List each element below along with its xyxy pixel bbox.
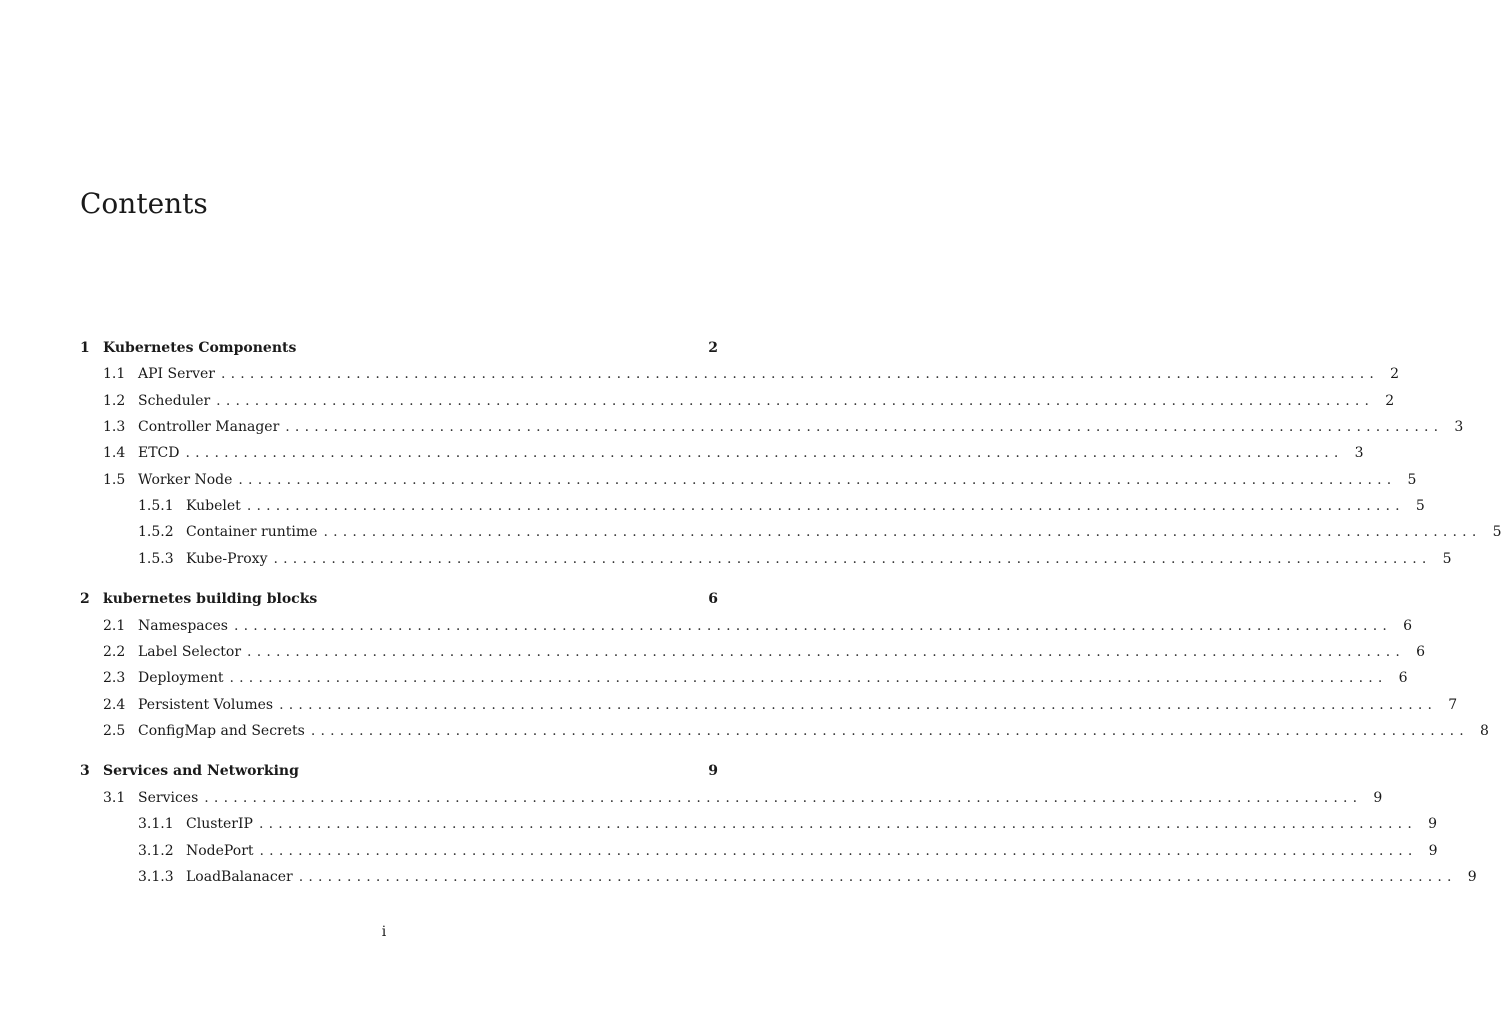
toc-entry-page: 5 xyxy=(1442,551,1452,567)
toc-entry-title: Kubernetes Components xyxy=(103,340,297,356)
toc-entry-title: Namespaces xyxy=(138,618,228,634)
toc-entry-number: 1.5.1 xyxy=(138,498,174,514)
toc-entry-page: 3 xyxy=(1354,445,1364,461)
toc-entry-title: Container runtime xyxy=(186,524,318,540)
dot-leader: ........................................................................................................................ xyxy=(238,472,1397,488)
toc-entry-page: 9 xyxy=(1467,869,1477,885)
toc-entry-number: 3.1 xyxy=(103,790,126,806)
toc-entry-page: 9 xyxy=(1373,790,1383,806)
dot-leader: ........................................................................................................................ xyxy=(229,670,1388,686)
toc-entry[interactable] xyxy=(80,417,1464,437)
toc-entry[interactable] xyxy=(80,668,1408,688)
toc-entry-number: 3.1.3 xyxy=(138,869,174,885)
toc-entry-title: Kube-Proxy xyxy=(186,551,268,567)
page-title: Contents xyxy=(80,187,208,220)
dot-leader: ........................................................................................................................ xyxy=(185,445,1344,461)
toc-entry[interactable] xyxy=(80,616,1412,636)
toc-entry-page: 6 xyxy=(1398,670,1408,686)
toc-entry-page: 2 xyxy=(1385,393,1395,409)
toc-entry-page: 6 xyxy=(1403,618,1412,634)
toc-entry-title: ConfigMap and Secrets xyxy=(138,723,305,739)
toc-entry-title: NodePort xyxy=(186,843,254,859)
toc-entry[interactable] xyxy=(80,364,1399,384)
toc-entry-title: ETCD xyxy=(138,445,180,461)
dot-leader: ........................................................................................................................ xyxy=(233,618,1392,634)
toc-entry[interactable] xyxy=(80,788,1383,808)
dot-leader: ........................................................................................................................ xyxy=(298,869,1457,885)
toc-entry-title: Services and Networking xyxy=(103,763,299,779)
dot-leader: ........................................................................................................................ xyxy=(273,551,1432,567)
toc-entry-page: 2 xyxy=(1390,366,1399,382)
toc-entry-page: 6 xyxy=(1416,644,1426,660)
dot-leader: ........................................................................................................................ xyxy=(247,644,1406,660)
toc-entry-title: Persistent Volumes xyxy=(138,697,274,713)
dot-leader: ........................................................................................................................ xyxy=(279,697,1438,713)
toc-entry-number: 2 xyxy=(80,591,90,607)
toc-entry-title: Kubelet xyxy=(186,498,241,514)
toc-entry-number: 1.3 xyxy=(103,419,126,435)
toc-entry[interactable] xyxy=(80,443,1364,463)
toc-entry-page: 3 xyxy=(1454,419,1464,435)
toc-entry-number: 3 xyxy=(80,763,90,779)
toc-entry[interactable] xyxy=(80,721,1489,741)
toc-entry-title: API Server xyxy=(138,366,215,382)
toc-entry[interactable] xyxy=(80,761,718,781)
toc-entry-page: 9 xyxy=(1428,843,1438,859)
toc-entry[interactable] xyxy=(80,642,1426,662)
toc-entry-number: 1.5.2 xyxy=(138,524,174,540)
toc-entry-page: 5 xyxy=(1415,498,1425,514)
toc-entry-title: Label Selector xyxy=(138,644,242,660)
toc-entry-number: 3.1.2 xyxy=(138,843,174,859)
dot-leader: ........................................................................................................................ xyxy=(246,498,1405,514)
toc-entry-title: Controller Manager xyxy=(138,419,280,435)
toc-entry[interactable] xyxy=(80,695,1458,715)
toc-entry-page: 8 xyxy=(1479,723,1489,739)
toc-entry[interactable] xyxy=(80,549,1452,569)
toc-entry[interactable] xyxy=(80,496,1425,516)
toc-entry-page: 5 xyxy=(1407,472,1417,488)
toc-entry[interactable] xyxy=(80,589,718,609)
toc-entry[interactable] xyxy=(80,841,1438,861)
dot-leader: ........................................................................................................................ xyxy=(204,790,1363,806)
toc-entry-page: 7 xyxy=(1448,697,1458,713)
toc-entry-number: 1 xyxy=(80,340,90,356)
toc-entry-page: 9 xyxy=(708,763,718,779)
dot-leader: ........................................................................................................................ xyxy=(216,393,1375,409)
toc-entry-title: kubernetes building blocks xyxy=(103,591,318,607)
toc-entry-page: 6 xyxy=(708,591,718,607)
dot-leader: ........................................................................................................................ xyxy=(258,816,1417,832)
toc-entry-number: 1.4 xyxy=(103,445,126,461)
toc-entry-number: 2.3 xyxy=(103,670,126,686)
toc-entry-title: Deployment xyxy=(138,670,224,686)
toc-entry-title: Services xyxy=(138,790,199,806)
toc-entry-number: 2.2 xyxy=(103,644,126,660)
toc-entry-title: LoadBalanacer xyxy=(186,869,293,885)
toc-entry-number: 2.1 xyxy=(103,618,126,634)
toc-entry-page: 5 xyxy=(1492,524,1501,540)
toc-entry-page: 9 xyxy=(1428,816,1437,832)
dot-leader: ........................................................................................................................ xyxy=(259,843,1418,859)
toc-entry-title: Worker Node xyxy=(138,472,233,488)
page-footer-number: i xyxy=(381,924,387,940)
toc-entry-number: 2.5 xyxy=(103,723,126,739)
toc-entry[interactable] xyxy=(80,391,1395,411)
dot-leader: ........................................................................................................................ xyxy=(285,419,1444,435)
toc-entry-title: ClusterIP xyxy=(186,816,253,832)
toc-entry-number: 1.5 xyxy=(103,472,126,488)
toc-entry[interactable] xyxy=(80,522,1501,542)
dot-leader: ........................................................................................................................ xyxy=(220,366,1379,382)
toc-entry[interactable] xyxy=(80,338,718,358)
toc-entry[interactable] xyxy=(80,867,1477,887)
toc-entry-title: Scheduler xyxy=(138,393,211,409)
toc-entry[interactable] xyxy=(80,470,1417,490)
toc-entry-number: 3.1.1 xyxy=(138,816,174,832)
dot-leader: ........................................................................................................................ xyxy=(310,723,1469,739)
dot-leader: ........................................................................................................................ xyxy=(323,524,1482,540)
toc-entry-number: 1.5.3 xyxy=(138,551,174,567)
toc-entry-number: 1.2 xyxy=(103,393,126,409)
toc-entry-number: 1.1 xyxy=(103,366,126,382)
toc-entry-number: 2.4 xyxy=(103,697,126,713)
toc-entry[interactable] xyxy=(80,814,1437,834)
toc-entry-page: 2 xyxy=(708,340,718,356)
